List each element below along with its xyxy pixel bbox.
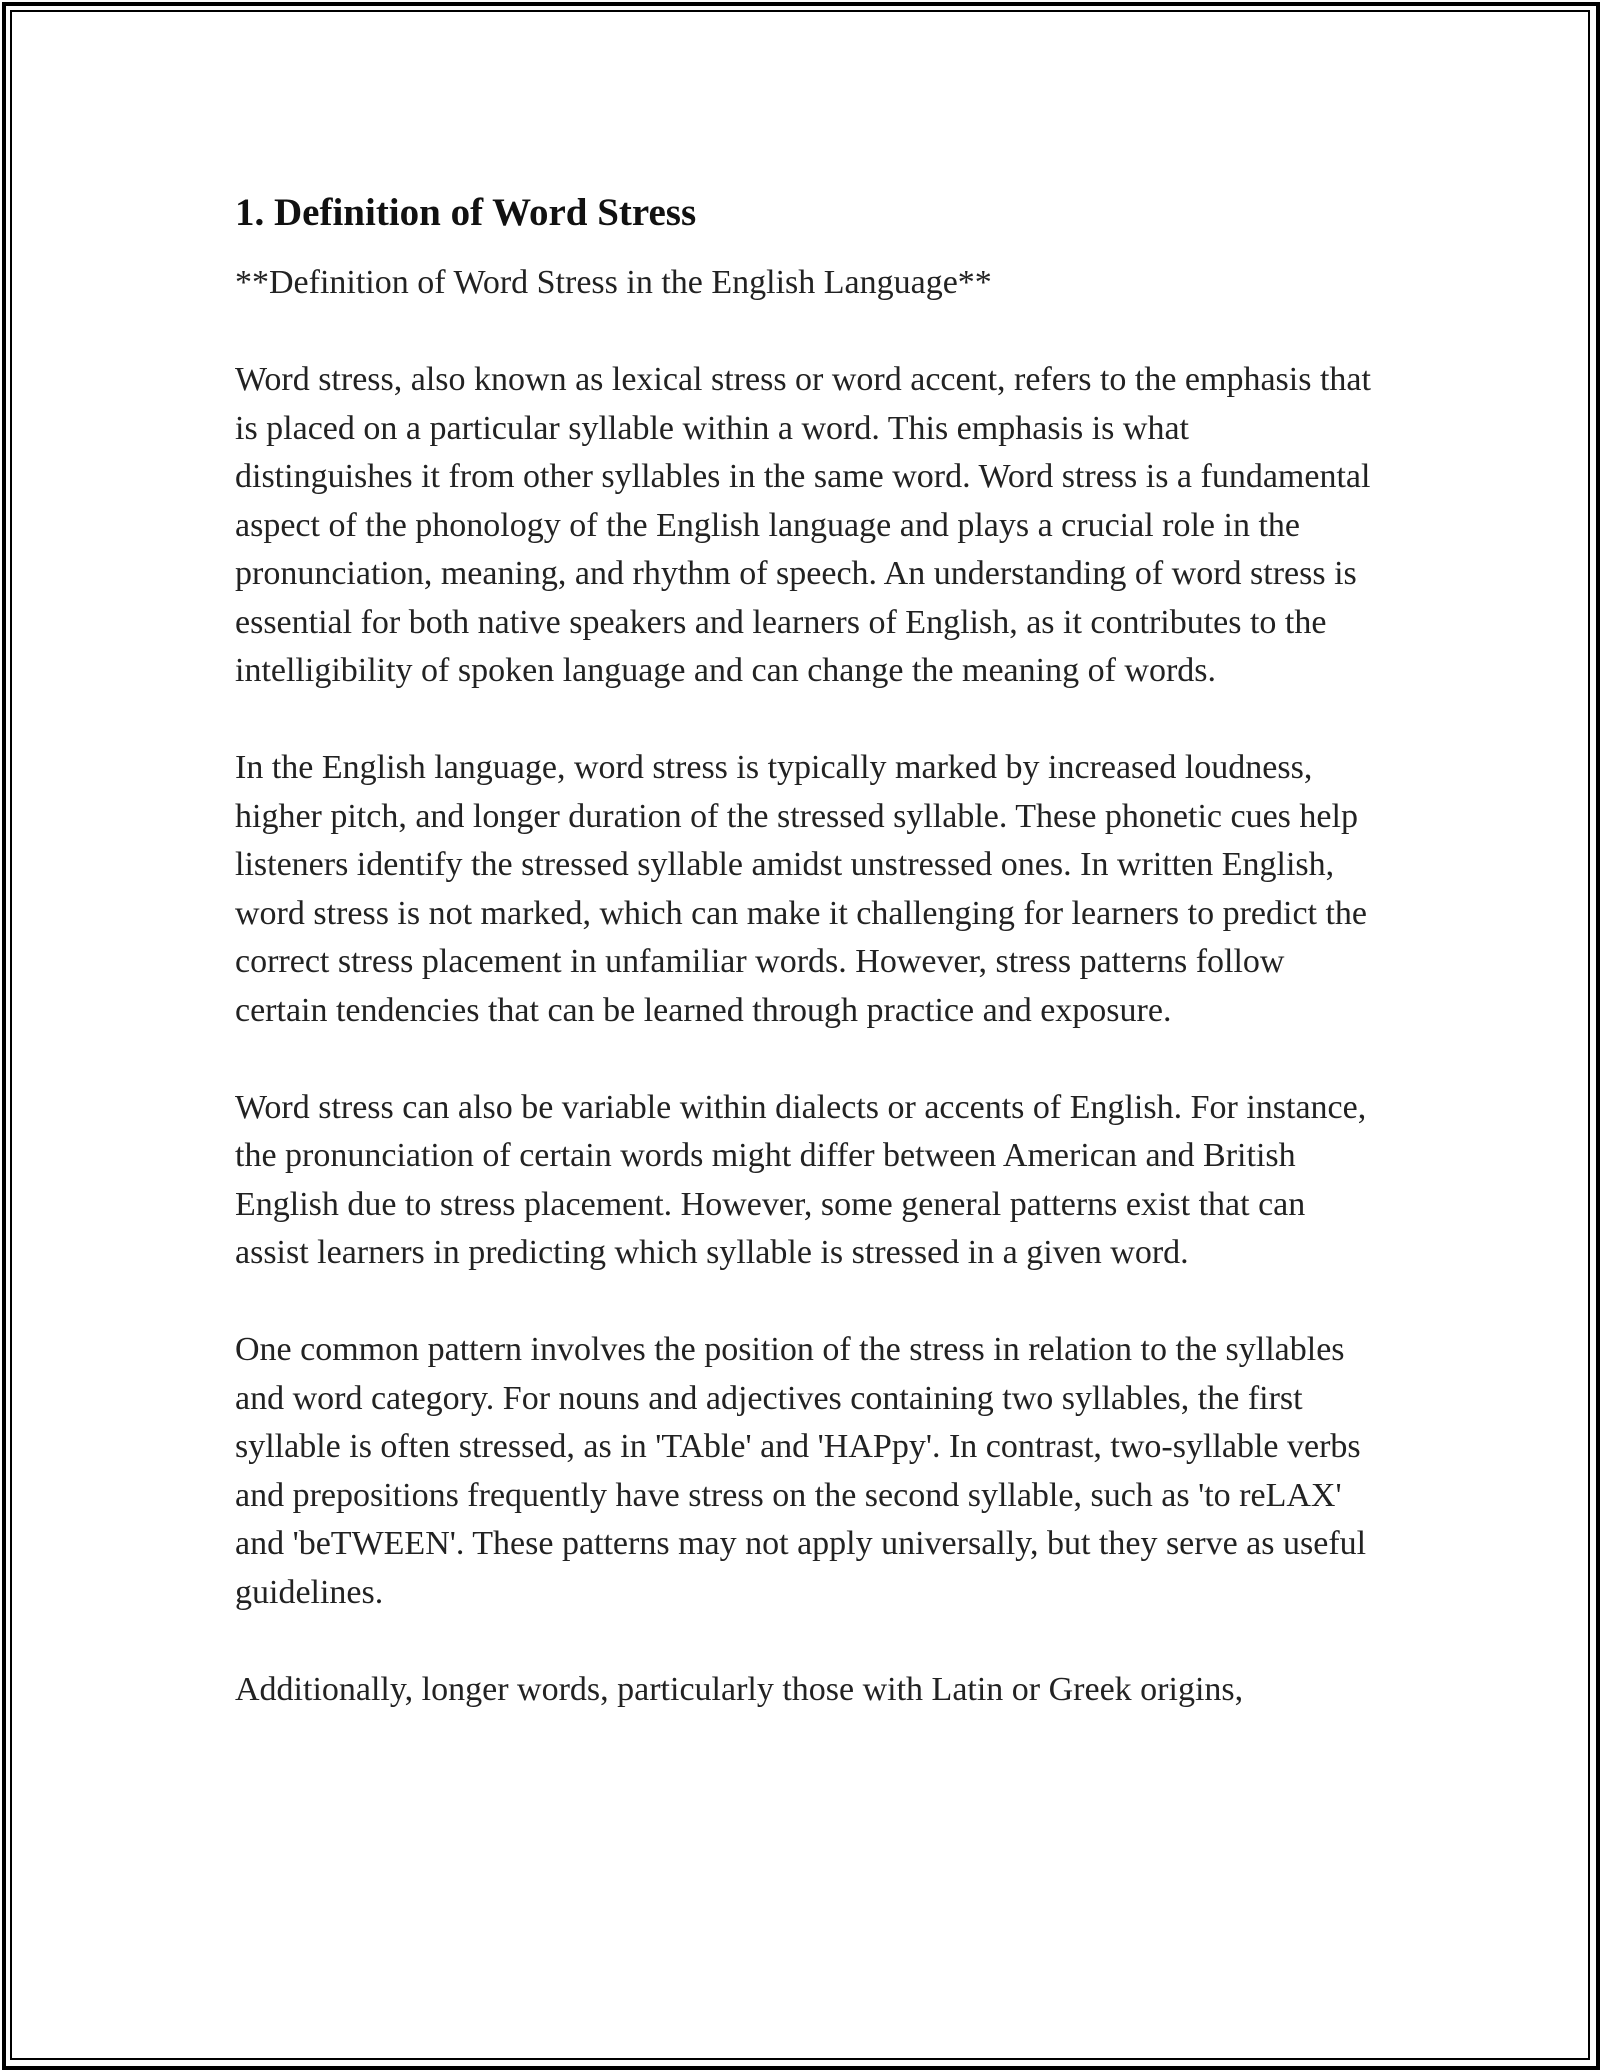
- paragraph-3: Word stress can also be variable within dialects or accents of English. For instance, the pronunciation of certain words might differ between American and British English due to stress placement. However, some general patterns exist that can assist learners in predicting which syllable is stressed in a given word.: [235, 1088, 1367, 1271]
- paragraph-1: Word stress, also known as lexical stress or word accent, refers to the emphasis that is placed on a particular syllable within a word. This emphasis is what distinguishes it from other syllables in the same word. Word stress is a fundamental aspect of the phonology of the English language and plays a crucial role in the pronunciation, meaning, and rhythm of speech. An understanding of word stress is essential for both native speakers and learners of English, as it contributes to the intelligibility of spoken language and can change the meaning of words.: [235, 361, 1371, 689]
- document-subtitle: **Definition of Word Stress in the English Language**: [235, 264, 992, 301]
- section-heading: 1. Definition of Word Stress: [235, 191, 697, 234]
- document-body: [235, 185, 1375, 1763]
- paragraph-2: In the English language, word stress is typically marked by increased loudness, higher pitch, and longer duration of the stressed syllable. These phonetic cues help listeners identify the stressed syllable amidst unstressed ones. In written English, word stress is not marked, which can make it challenging for learners to predict the correct stress placement in unfamiliar words. However, stress patterns follow certain tendencies that can be learned through practice and exposure.: [235, 749, 1368, 1029]
- paragraph-4: One common pattern involves the position of the stress in relation to the syllables and word category. For nouns and adjectives containing two syllables, the first syllable is often stressed, as in 'TAble' and 'HAPpy'. In contrast, two-syllable verbs and prepositions frequently have stress on the second syllable, such as 'to reLAX' and 'beTWEEN'. These patterns may not apply universally, but they serve as useful guidelines.: [235, 1331, 1367, 1611]
- paragraph-5: Additionally, longer words, particularly those with Latin or Greek origins,: [235, 1670, 1244, 1708]
